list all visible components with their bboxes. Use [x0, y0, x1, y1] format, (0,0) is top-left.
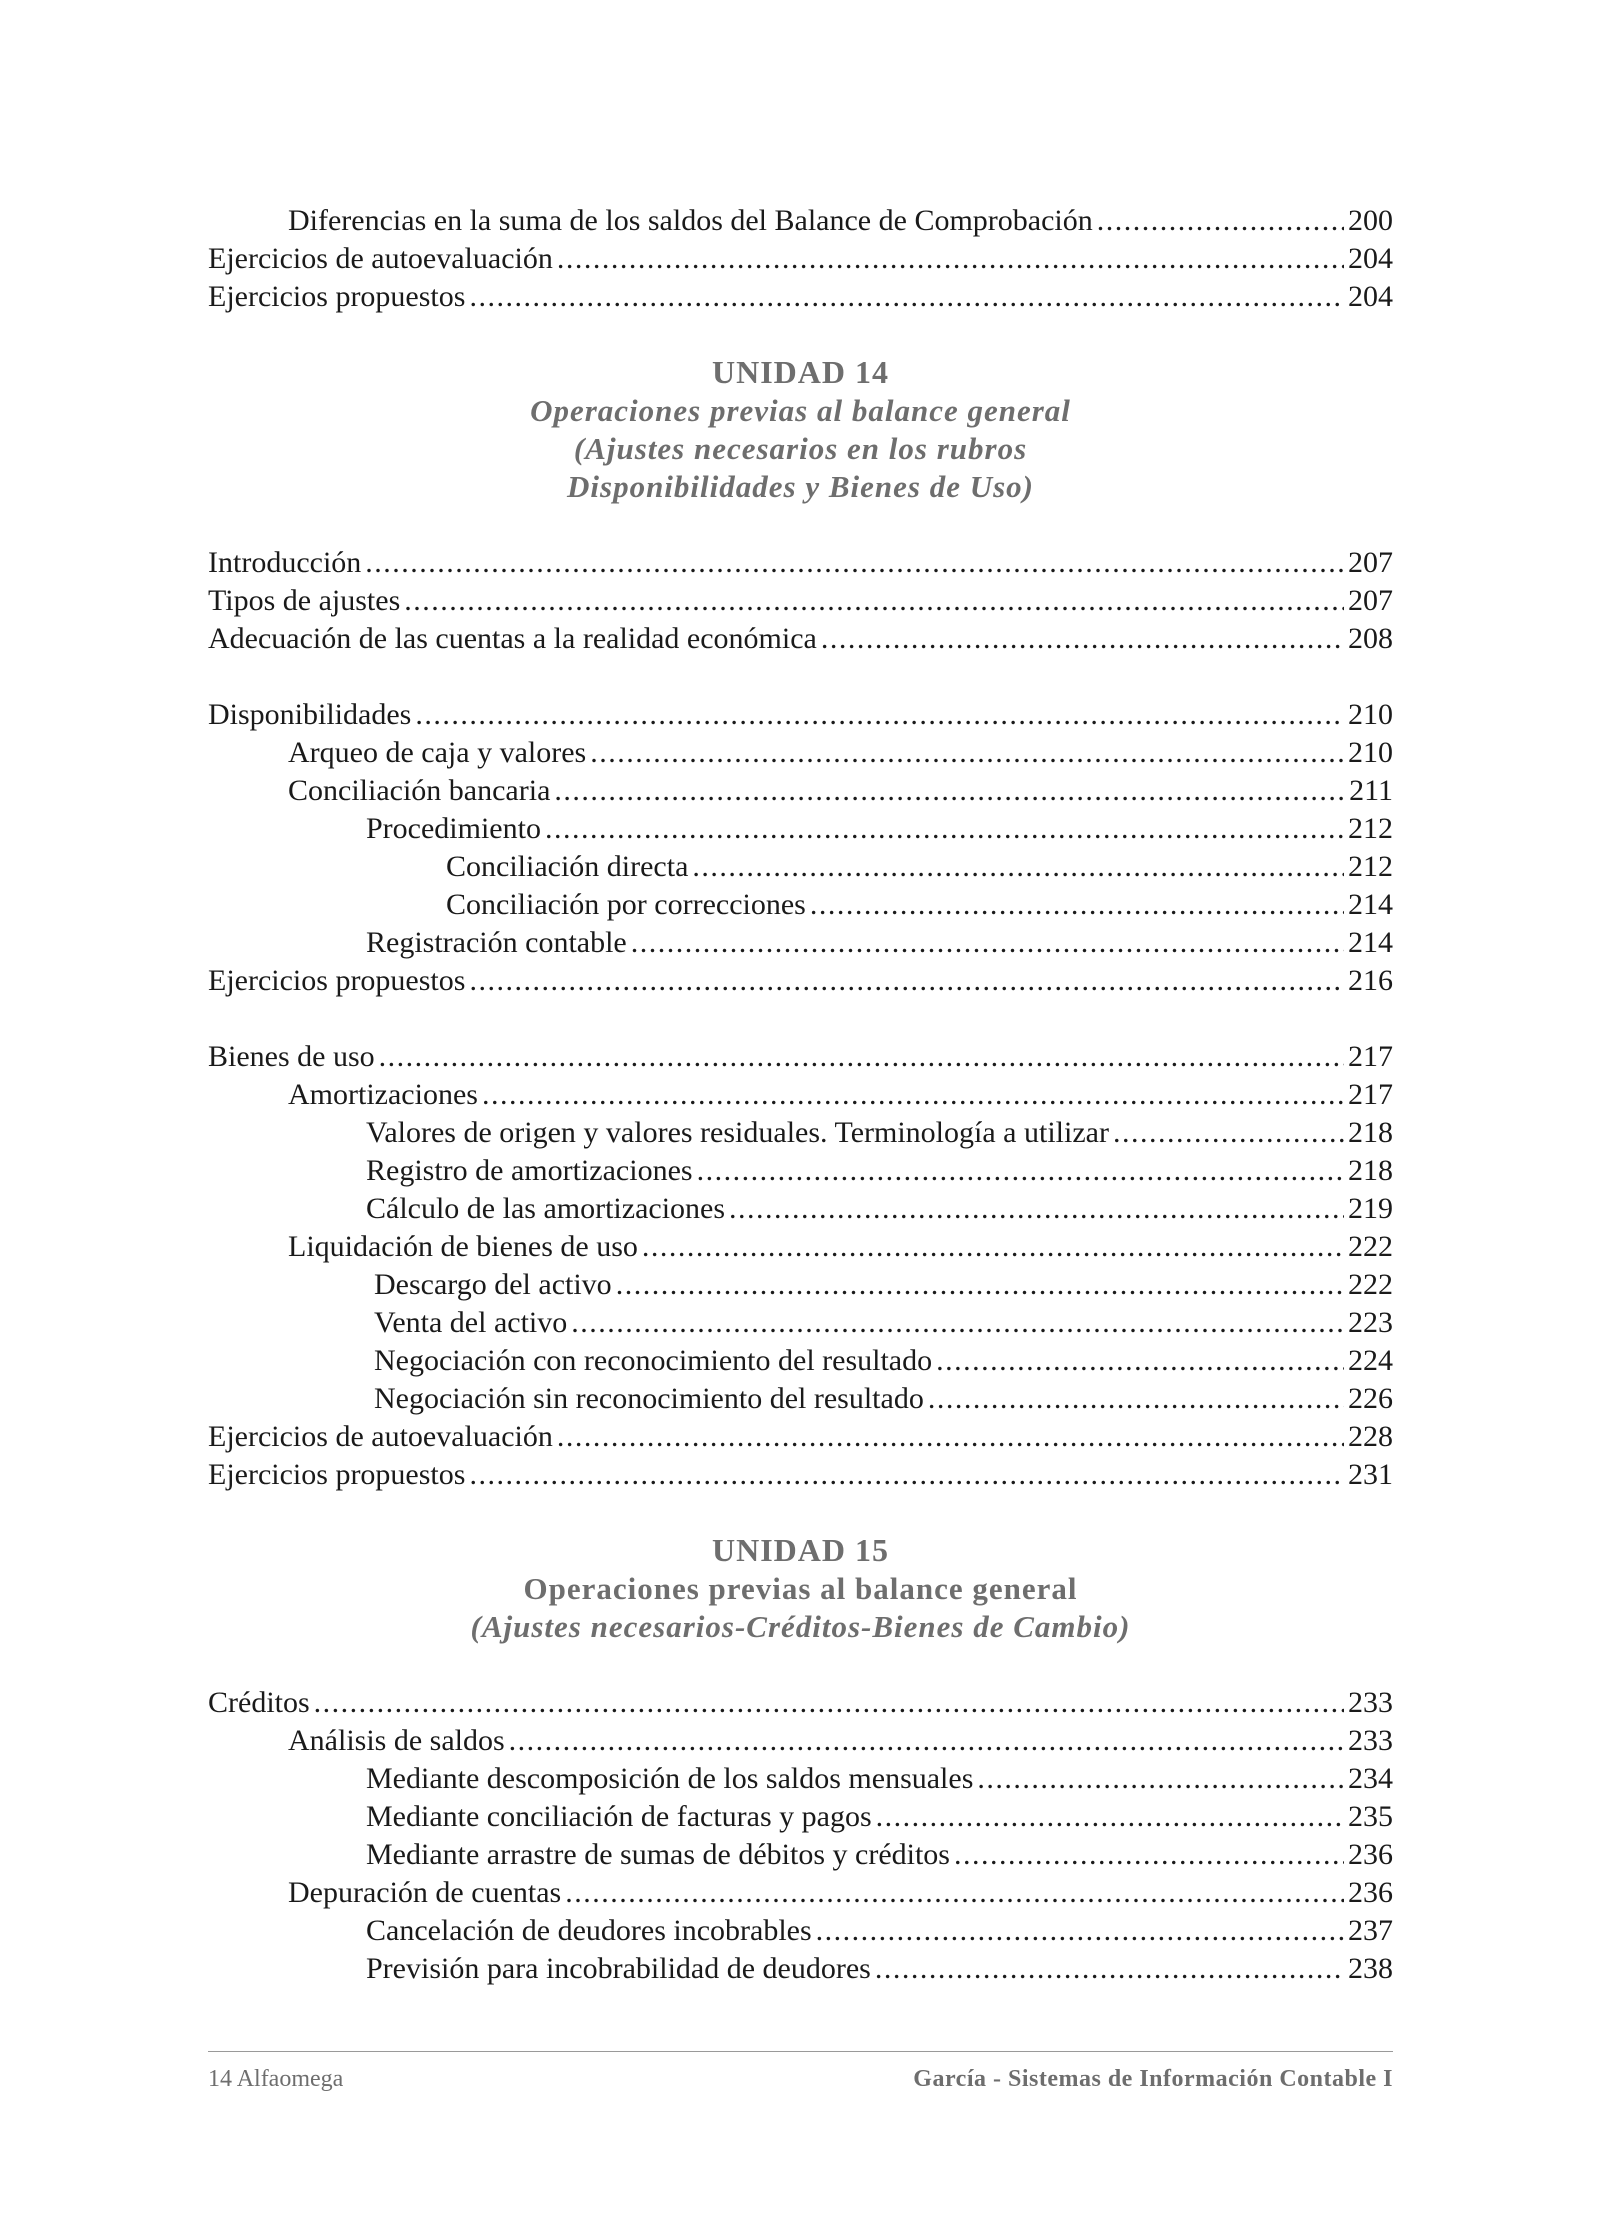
toc-entry-page: 216	[1348, 964, 1393, 997]
toc-entry	[208, 1950, 1393, 1988]
toc-entry-page: 235	[1348, 1800, 1393, 1833]
toc-leader-dots	[565, 1874, 1344, 1912]
toc-entry-page: 233	[1348, 1724, 1393, 1757]
toc-entry-label: Registro de amortizaciones	[366, 1154, 693, 1187]
page-footer	[208, 2051, 1393, 2093]
toc-entry-label: Amortizaciones	[288, 1078, 478, 1111]
toc-entry	[208, 1798, 1393, 1836]
toc-leader-dots	[616, 1266, 1344, 1304]
unit-subtitle: Operaciones previas al balance general	[530, 393, 1071, 428]
toc-entry-label: Conciliación por correcciones	[446, 888, 806, 921]
unit-title: UNIDAD 15	[712, 1532, 889, 1568]
toc-leader-dots	[1097, 202, 1344, 240]
toc-entry	[208, 734, 1393, 772]
toc-entry-label: Mediante arrastre de sumas de débitos y créditos	[366, 1838, 950, 1871]
unit-subtitle: (Ajustes necesarios en los rubros	[573, 431, 1028, 466]
toc-leader-dots	[509, 1722, 1344, 1760]
toc-entry	[208, 1874, 1393, 1912]
toc-entry-page: 207	[1348, 546, 1393, 579]
toc-leader-dots	[557, 1418, 1344, 1456]
toc-entry-page: 222	[1348, 1268, 1393, 1301]
toc-entry-label: Ejercicios propuestos	[208, 280, 466, 313]
spacer	[208, 658, 1393, 696]
toc-entry-page: 236	[1348, 1838, 1393, 1871]
toc-leader-dots	[697, 1152, 1344, 1190]
table-of-contents	[208, 202, 1393, 1988]
toc-entry-page: 223	[1348, 1306, 1393, 1339]
toc-leader-dots	[875, 1950, 1344, 1988]
toc-leader-dots	[554, 772, 1345, 810]
toc-entry-label: Descargo del activo	[374, 1268, 612, 1301]
toc-entry-label: Adecuación de las cuentas a la realidad económica	[208, 622, 817, 655]
toc-leader-dots	[545, 810, 1344, 848]
toc-entry-page: 224	[1348, 1344, 1393, 1377]
toc-leader-dots	[314, 1684, 1344, 1722]
toc-entry	[208, 544, 1393, 582]
toc-entry	[208, 240, 1393, 278]
toc-leader-dots	[821, 620, 1344, 658]
book-title: García - Sistemas de Información Contable I	[913, 2066, 1393, 2092]
toc-entry	[208, 1684, 1393, 1722]
toc-entry	[208, 1722, 1393, 1760]
toc-entry	[208, 1152, 1393, 1190]
toc-entry-page: 210	[1348, 736, 1393, 769]
toc-entry	[208, 1456, 1393, 1494]
toc-entry-page: 218	[1348, 1154, 1393, 1187]
toc-leader-dots	[415, 696, 1344, 734]
page-number: 14	[208, 2066, 232, 2092]
toc-entry-label: Cancelación de deudores incobrables	[366, 1914, 812, 1947]
toc-leader-dots	[404, 582, 1344, 620]
toc-entry	[208, 962, 1393, 1000]
toc-entry-label: Negociación con reconocimiento del resultado	[374, 1344, 933, 1377]
toc-entry	[208, 1912, 1393, 1950]
toc-entry	[208, 620, 1393, 658]
toc-leader-dots	[928, 1380, 1344, 1418]
toc-entry-label: Registración contable	[366, 926, 627, 959]
toc-entry	[208, 1038, 1393, 1076]
unit-14-heading	[208, 352, 1393, 506]
toc-entry-label: Previsión para incobrabilidad de deudores	[366, 1952, 871, 1985]
toc-entry	[208, 886, 1393, 924]
toc-leader-dots	[954, 1836, 1344, 1874]
spacer	[208, 1000, 1393, 1038]
toc-entry	[208, 1076, 1393, 1114]
toc-entry-label: Venta del activo	[374, 1306, 568, 1339]
toc-entry-label: Depuración de cuentas	[288, 1876, 562, 1909]
toc-leader-dots	[469, 278, 1344, 316]
toc-entry-label: Conciliación bancaria	[288, 774, 551, 807]
toc-entry-page: 208	[1348, 622, 1393, 655]
toc-entry	[208, 278, 1393, 316]
toc-leader-dots	[469, 1456, 1344, 1494]
toc-entry-page: 214	[1348, 926, 1393, 959]
toc-leader-dots	[729, 1190, 1344, 1228]
toc-entry-page: 210	[1348, 698, 1393, 731]
unit-15-heading	[208, 1530, 1393, 1646]
toc-leader-dots	[469, 962, 1344, 1000]
toc-leader-dots	[631, 924, 1344, 962]
toc-entry-label: Liquidación de bienes de uso	[288, 1230, 638, 1263]
toc-entry	[208, 1418, 1393, 1456]
toc-leader-dots	[379, 1038, 1344, 1076]
toc-entry-label: Ejercicios de autoevaluación	[208, 242, 553, 275]
toc-entry	[208, 1342, 1393, 1380]
toc-entry-page: 231	[1348, 1458, 1393, 1491]
toc-leader-dots	[977, 1760, 1344, 1798]
toc-entry	[208, 1760, 1393, 1798]
unit-subtitle: Disponibilidades y Bienes de Uso)	[567, 469, 1034, 504]
toc-entry-page: 214	[1348, 888, 1393, 921]
toc-entry-page: 237	[1348, 1914, 1393, 1947]
toc-entry-page: 207	[1348, 584, 1393, 617]
toc-entry-label: Cálculo de las amortizaciones	[366, 1192, 726, 1225]
toc-entry-label: Ejercicios de autoevaluación	[208, 1420, 553, 1453]
toc-entry-page: 219	[1348, 1192, 1393, 1225]
toc-leader-dots	[692, 848, 1344, 886]
toc-entry-label: Negociación sin reconocimiento del resultado	[374, 1382, 924, 1415]
toc-entry-label: Arqueo de caja y valores	[288, 736, 587, 769]
toc-entry-page: 228	[1348, 1420, 1393, 1453]
toc-entry-page: 238	[1348, 1952, 1393, 1985]
toc-leader-dots	[482, 1076, 1344, 1114]
unit-subtitle: (Ajustes necesarios-Créditos-Bienes de Cambio)	[470, 1609, 1131, 1644]
toc-leader-dots	[936, 1342, 1344, 1380]
toc-entry-label: Tipos de ajustes	[208, 584, 401, 617]
toc-entry	[208, 1228, 1393, 1266]
toc-entry	[208, 582, 1393, 620]
toc-entry-page: 234	[1348, 1762, 1393, 1795]
toc-entry-page: 222	[1348, 1230, 1393, 1263]
toc-entry-page: 217	[1348, 1040, 1393, 1073]
toc-leader-dots	[365, 544, 1344, 582]
toc-leader-dots	[816, 1912, 1344, 1950]
unit-subtitle: Operaciones previas al balance general	[523, 1571, 1078, 1606]
toc-leader-dots	[557, 240, 1344, 278]
toc-entry	[208, 1190, 1393, 1228]
toc-entry-label: Análisis de saldos	[288, 1724, 505, 1757]
toc-entry	[208, 924, 1393, 962]
toc-entry-page: 212	[1348, 812, 1393, 845]
toc-entry-label: Créditos	[208, 1686, 310, 1719]
toc-entry	[208, 696, 1393, 734]
toc-leader-dots	[642, 1228, 1344, 1266]
toc-entry-label: Valores de origen y valores residuales. Terminología a utilizar	[366, 1116, 1109, 1149]
toc-entry	[208, 1266, 1393, 1304]
toc-entry-label: Ejercicios propuestos	[208, 1458, 466, 1491]
toc-entry-page: 226	[1348, 1382, 1393, 1415]
toc-entry	[208, 1380, 1393, 1418]
toc-entry	[208, 1304, 1393, 1342]
toc-entry	[208, 1836, 1393, 1874]
toc-entry-label: Ejercicios propuestos	[208, 964, 466, 997]
toc-entry-page: 217	[1348, 1078, 1393, 1111]
toc-entry-page: 212	[1348, 850, 1393, 883]
toc-leader-dots	[810, 886, 1344, 924]
toc-entry-label: Disponibilidades	[208, 698, 412, 731]
toc-leader-dots	[1113, 1114, 1344, 1152]
toc-entry	[208, 810, 1393, 848]
toc-entry-page: 218	[1348, 1116, 1393, 1149]
publisher-name: Alfaomega	[236, 2066, 344, 2092]
toc-entry-label: Introducción	[208, 546, 362, 579]
toc-entry-label: Conciliación directa	[446, 850, 689, 883]
toc-leader-dots	[590, 734, 1344, 772]
toc-entry	[208, 1114, 1393, 1152]
toc-entry-page: 211	[1349, 774, 1393, 807]
toc-entry-label: Mediante descomposición de los saldos mensuales	[366, 1762, 974, 1795]
toc-entry-label: Procedimiento	[366, 812, 541, 845]
footer-left	[208, 2066, 343, 2093]
toc-entry-page: 204	[1348, 280, 1393, 313]
toc-entry	[208, 202, 1393, 240]
toc-entry-label: Bienes de uso	[208, 1040, 375, 1073]
toc-entry-label: Mediante conciliación de facturas y pagos	[366, 1800, 872, 1833]
toc-leader-dots	[876, 1798, 1344, 1836]
toc-entry-page: 233	[1348, 1686, 1393, 1719]
toc-entry-page: 200	[1348, 204, 1393, 237]
toc-entry	[208, 772, 1393, 810]
toc-entry-page: 204	[1348, 242, 1393, 275]
toc-entry-page: 236	[1348, 1876, 1393, 1909]
toc-leader-dots	[571, 1304, 1344, 1342]
unit-title: UNIDAD 14	[712, 354, 889, 390]
toc-entry	[208, 848, 1393, 886]
toc-entry-label: Diferencias en la suma de los saldos del Balance de Comprobación	[288, 204, 1093, 237]
